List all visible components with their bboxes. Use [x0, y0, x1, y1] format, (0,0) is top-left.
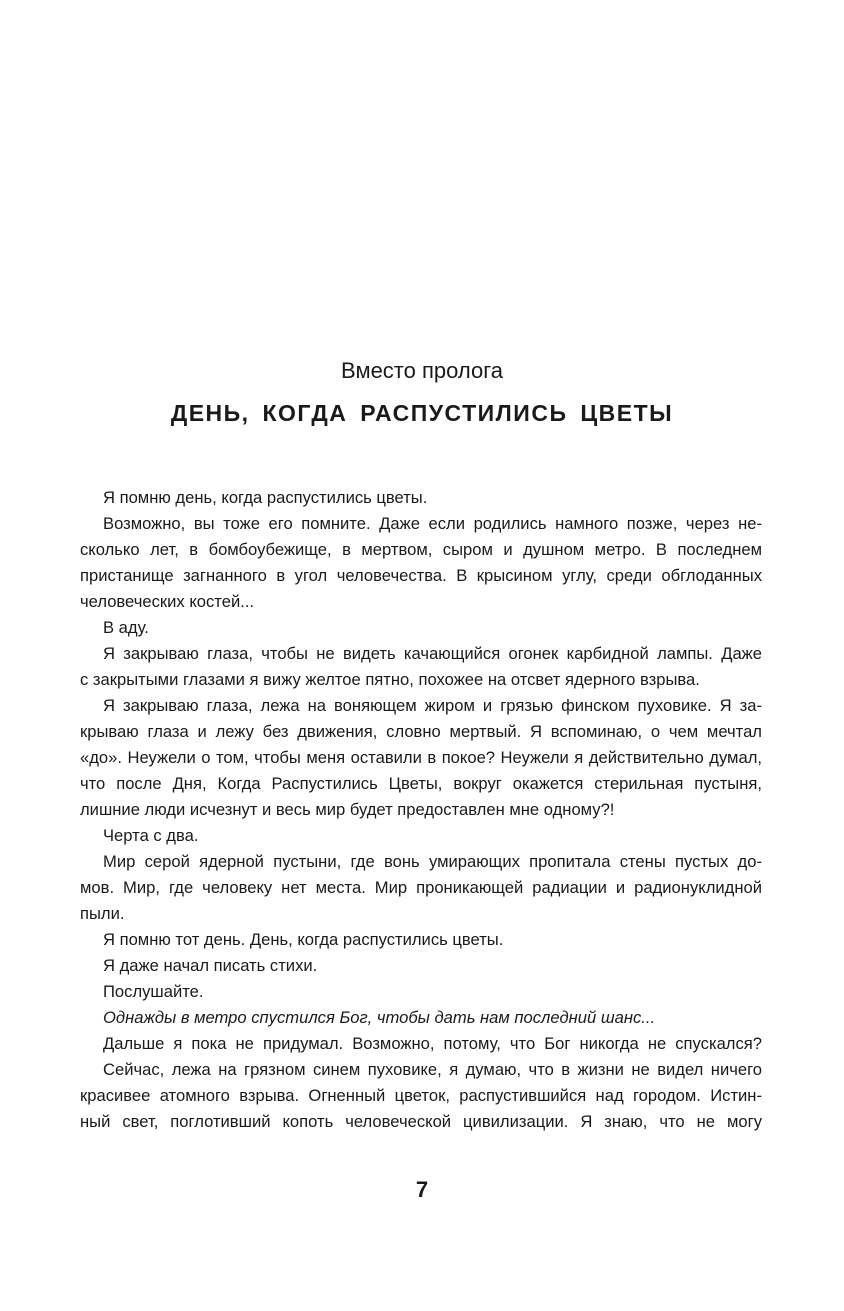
text-line: Я помню тот день. День, когда распустились цветы. — [103, 930, 504, 949]
text-line: Дальше я пока не придумал. Возможно, потому, что Бог никогда не спускался? — [103, 1034, 762, 1053]
text-line: что после Дня, Когда Распустились Цветы, вокруг окажется стерильная пустыня, — [80, 774, 762, 793]
text-line: крываю глаза и лежу без движения, словно мертвый. Я вспоминаю, о чем мечтал — [80, 722, 762, 741]
text-line: пыли. — [80, 904, 125, 923]
text-line: красивее атомного взрыва. Огненный цветок, распустившийся над городом. Истин- — [80, 1086, 762, 1105]
text-line: В аду. — [103, 618, 149, 637]
text-line: Я закрываю глаза, лежа на воняющем жиром и грязью финском пуховике. Я за- — [103, 696, 762, 715]
text-line: ный свет, поглотивший копоть человеческой цивилизации. Я знаю, что не могу — [80, 1112, 762, 1131]
text-line: Я помню день, когда распустились цветы. — [103, 488, 428, 507]
text-line: Сейчас, лежа на грязном синем пуховике, я думаю, что в жизни не видел ничего — [103, 1060, 762, 1079]
text-line: Мир серой ядерной пустыни, где вонь умирающих пропитала стены пустых до- — [103, 852, 762, 871]
text-line: сколько лет, в бомбоубежище, в мертвом, сыром и душном метро. В последнем — [80, 540, 762, 559]
text-line: Однажды в метро спустился Бог, чтобы дать нам последний шанс... — [103, 1008, 656, 1027]
text-line: человеческих костей... — [80, 592, 255, 611]
text-line: «до». Неужели о том, чтобы меня оставили в покое? Неужели я действительно думал, — [80, 748, 762, 767]
chapter-title: ДЕНЬ, КОГДА РАСПУСТИЛИСЬ ЦВЕТЫ — [170, 400, 674, 426]
text-line: пристанище загнанного в угол человечества. В крысином углу, среди обглоданных — [80, 566, 762, 585]
text-line: лишние люди исчезнут и весь мир будет предоставлен мне одному?! — [80, 800, 615, 819]
text-line: Послушайте. — [103, 982, 204, 1001]
text-line: Черта с два. — [103, 826, 199, 845]
body-text — [80, 485, 762, 1135]
text-line: с закрытыми глазами я вижу желтое пятно, похожее на отсвет ядерного взрыва. — [80, 670, 700, 689]
text-line: Я закрываю глаза, чтобы не видеть качающийся огонек карбидной лампы. Даже — [103, 644, 762, 663]
page-number: 7 — [415, 1177, 429, 1202]
text-line: Возможно, вы тоже его помните. Даже если родились намного позже, через не- — [103, 514, 762, 533]
chapter-subtitle: Вместо пролога — [341, 358, 503, 383]
text-line: мов. Мир, где человеку нет места. Мир проникающей радиации и радионуклидной — [80, 878, 762, 897]
text-line: Я даже начал писать стихи. — [103, 956, 318, 975]
